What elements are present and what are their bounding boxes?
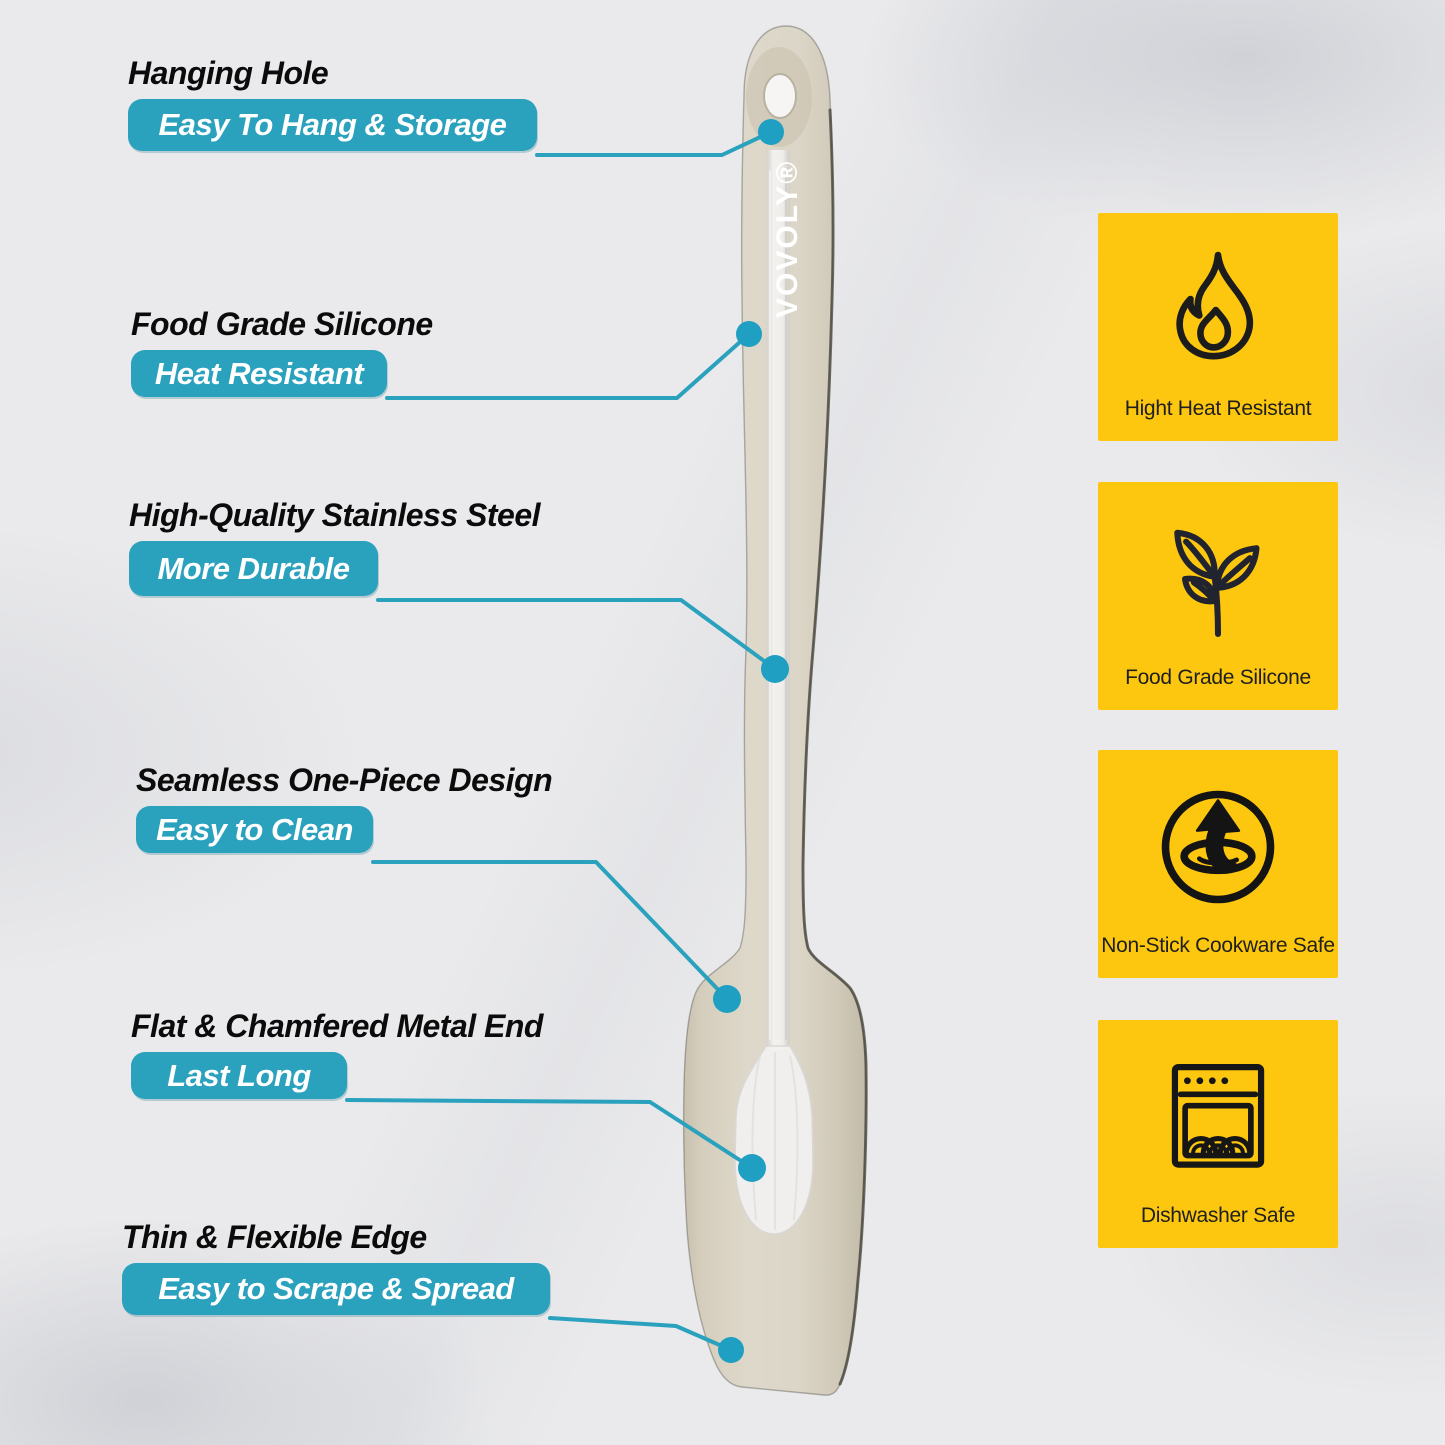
callout-tag: Easy to Clean bbox=[136, 806, 373, 853]
callout-line bbox=[378, 600, 775, 669]
callout-tag: Heat Resistant bbox=[131, 350, 387, 397]
badge-label: Non-Stick Cookware Safe bbox=[1101, 934, 1335, 957]
callout-dot bbox=[713, 985, 741, 1013]
plant-icon bbox=[1152, 482, 1284, 666]
callout-title: Seamless One-Piece Design bbox=[136, 762, 553, 798]
brand-text: VOVOLY® bbox=[771, 159, 804, 318]
badge-label: Dishwasher Safe bbox=[1140, 1204, 1296, 1227]
callout-tag: Easy To Hang & Storage bbox=[128, 99, 537, 151]
badge-label: Hight Heat Resistant bbox=[1124, 397, 1312, 420]
callout-title: Food Grade Silicone bbox=[131, 306, 433, 342]
callout-line bbox=[373, 862, 727, 999]
callout-flexible-edge bbox=[122, 1220, 550, 1315]
callout-tag: More Durable bbox=[129, 541, 378, 596]
badge-food-grade bbox=[1098, 482, 1338, 710]
callout-title: Flat & Chamfered Metal End bbox=[131, 1008, 543, 1044]
callout-metal-end bbox=[131, 1009, 543, 1099]
callout-title: Thin & Flexible Edge bbox=[122, 1219, 427, 1255]
callout-line bbox=[537, 132, 771, 155]
flame-icon bbox=[1152, 213, 1284, 397]
callout-dot bbox=[758, 119, 784, 145]
callout-tag: Last Long bbox=[131, 1052, 347, 1099]
non-stick-pan-icon bbox=[1148, 750, 1288, 934]
callout-dot bbox=[738, 1154, 766, 1182]
callout-hanging-hole bbox=[128, 56, 537, 151]
callout-title: Hanging Hole bbox=[128, 55, 329, 91]
callout-dot bbox=[736, 321, 762, 347]
callout-title: High-Quality Stainless Steel bbox=[129, 497, 540, 533]
badge-dishwasher-safe bbox=[1098, 1020, 1338, 1248]
callout-stainless-steel bbox=[129, 498, 540, 596]
badge-heat-resistant bbox=[1098, 213, 1338, 441]
badge-label: Food Grade Silicone bbox=[1125, 666, 1311, 689]
callout-one-piece-design bbox=[136, 763, 552, 853]
dishwasher-icon bbox=[1150, 1020, 1286, 1204]
callout-food-grade-silicone bbox=[131, 307, 433, 397]
hanging-hole bbox=[764, 74, 796, 118]
callout-tag: Easy to Scrape & Spread bbox=[122, 1263, 550, 1315]
callout-dot bbox=[718, 1337, 744, 1363]
badge-non-stick-safe bbox=[1098, 750, 1338, 978]
callout-line bbox=[387, 334, 749, 398]
callout-dot bbox=[761, 655, 789, 683]
